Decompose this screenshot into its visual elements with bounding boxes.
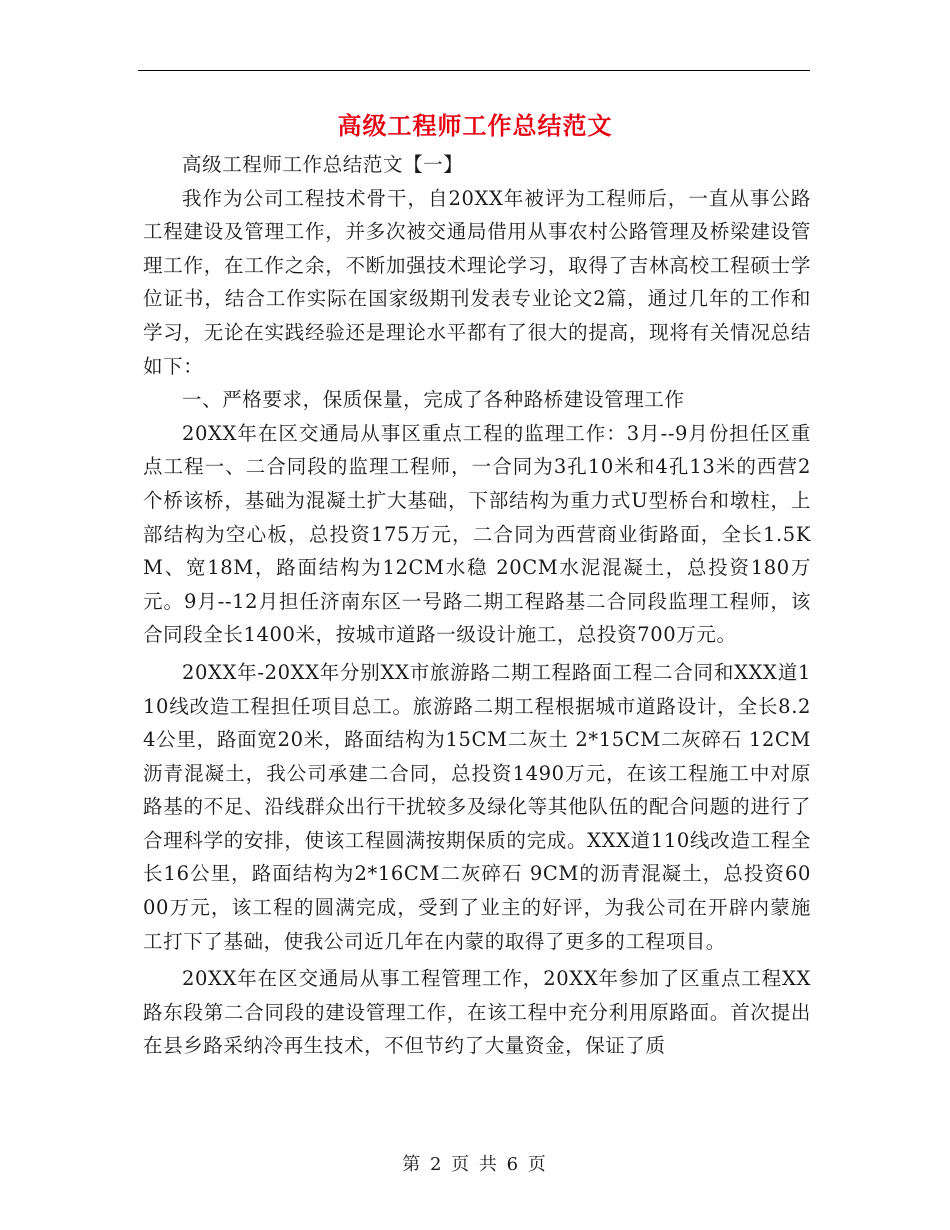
body-paragraph: 我作为公司工程技术骨干，自20XX年被评为工程师后，一直从事公路工程建设及管理工作，并多次被交通局借用从事农村公路管理及桥梁建设管理工作，在工作之余，不断加强技术理论学习，取得了吉林高校工程硕士学位证书，结合工作实际在国家级期刊发表专业论文2篇，通过几年的工作和学习，无论在实践经验还是理论水平都有了很大的提高，现将有关情况总结如下： — [143, 186, 811, 378]
page-number-footer: 第 2 页 共 6 页 — [402, 1154, 548, 1175]
body-paragraph: 20XX年在区交通局从事工程管理工作，20XX年参加了区重点工程XX路东段第二合同段的建设管理工作，在该工程中充分利用原路面。首次提出在县乡路采纳冷再生技术，不但节约了大量资金，保证了质 — [143, 967, 811, 1058]
sub-heading: 一、严格要求，保质保量，完成了各种路桥建设管理工作 — [182, 388, 685, 412]
document-body — [143, 148, 811, 1063]
document-title: 高级工程师工作总结范文 — [337, 111, 613, 140]
body-paragraph: 20XX年在区交通局从事区重点工程的监理工作：3月--9月份担任区重点工程一、二合同段的监理工程师，一合同为3孔10米和4孔13米的西营2个桥该桥，基础为混凝土扩大基础，下部结构为重力式U型桥台和墩柱，上部结构为空心板，总投资175万元，二合同为西营商业街路面，全长1.5KM、宽18M，路面结构为12CM水稳 20CM水泥混凝土，总投资180万元。9月--12月担任济南东区一号路二期工程路基二合同段监理工程师，该合同段全长1400米，按城市道路一级设计施工，总投资700万元。 — [143, 421, 811, 647]
section-heading: 高级工程师工作总结范文【一】 — [182, 153, 464, 176]
body-paragraph: 20XX年-20XX年分别XX市旅游路二期工程路面工程二合同和XXX道110线改造工程担任项目总工。旅游路二期工程根据城市道路设计，全长8.24公里，路面宽20米，路面结构为15CM二灰土 2*15CM二灰碎石 12CM沥青混凝土，我公司承建二合同，总投资1490万元，在该工程施工中对原路基的不足、沿线群众出行干扰较多及绿化等其他队伍的配合问题的进行了合理科学的安排，使该工程圆满按期保质的完成。XXX道110线改造工程全长16公里，路面结构为2*16CM二灰碎石 9CM的沥青混凝土，总投资6000万元，该工程的圆满完成，受到了业主的好评，为我公司在开辟内蒙施工打下了基础，使我公司近几年在内蒙的取得了更多的工程项目。 — [143, 660, 811, 953]
header-rule — [138, 70, 810, 71]
